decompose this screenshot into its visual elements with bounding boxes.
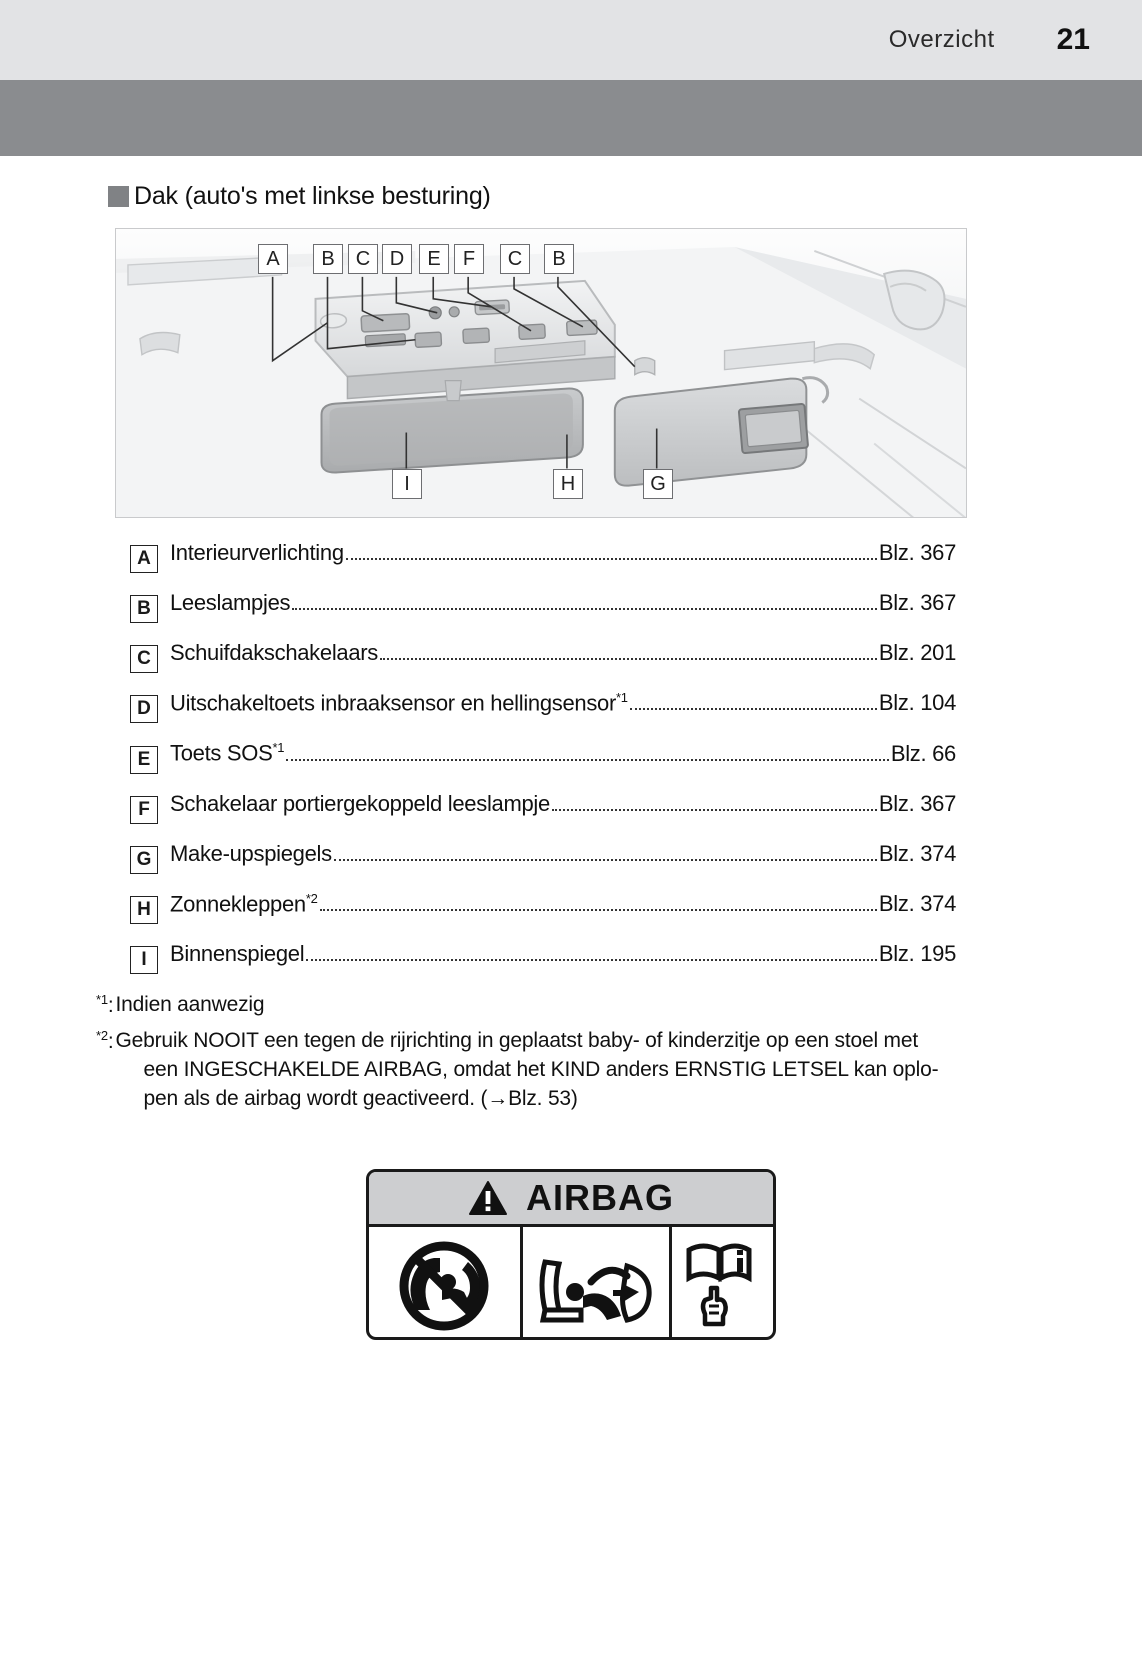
dot-leader <box>292 607 877 610</box>
item-page-h: Blz. 374 <box>878 890 956 916</box>
item-label-a: Interieurverlichting <box>170 540 344 565</box>
airbag-label-panels <box>369 1227 773 1337</box>
item-page-a: Blz. 367 <box>878 540 956 565</box>
item-letter-d: D <box>130 695 158 723</box>
footnote-marker-h: *2 <box>305 890 318 906</box>
list-item <box>130 690 956 719</box>
airbag-label-header <box>369 1172 773 1227</box>
dot-leader <box>306 958 877 961</box>
airbag-panel-deployment-hazard <box>523 1227 672 1337</box>
footnote-2 <box>96 1027 976 1114</box>
callout-g-bottom: G <box>643 469 673 499</box>
consult-manual-icon <box>681 1232 763 1332</box>
header-gray-band <box>0 80 1142 156</box>
dot-leader <box>286 758 889 761</box>
footnote-1-text: Indien aanwezig <box>115 992 265 1016</box>
dot-leader <box>630 707 877 710</box>
item-label-h: Zonnekleppen$^{*2}$ <box>170 890 318 916</box>
callout-f-top: F <box>454 244 484 274</box>
footnote-marker-e: *1 <box>272 740 285 756</box>
dot-leader <box>320 908 877 911</box>
item-page-d: Blz. 104 <box>878 690 956 716</box>
callout-a-top: A <box>258 244 288 274</box>
airbag-panel-consult-manual <box>672 1227 773 1337</box>
item-letter-i: I <box>130 946 158 974</box>
page-title: Overzicht <box>888 26 995 53</box>
airbag-label-heading: AIRBAG <box>526 1176 674 1218</box>
item-label-g: Make-upspiegels <box>170 840 332 866</box>
list-item <box>130 891 956 920</box>
callout-b2-top: B <box>544 244 574 274</box>
item-page-g: Blz. 374 <box>878 840 956 866</box>
item-label-d: Uitschakeltoets inbraaksensor en hellingsensor$^{*1}$ <box>170 690 628 716</box>
footnote-marker-d: *1 <box>616 690 628 705</box>
callout-b-top: B <box>313 244 343 274</box>
footnote-2-text: Gebruik NOOIT een tegen de rijrichting in geplaatst baby- of kinderzitje op een stoel met een INGESCHAKELDE AIRBAG, omdat het KIND anders ERNSTIG LETSEL kan oplo- pen als de airbag wordt geactiveerd. (→Blz. 53) <box>115 1028 939 1110</box>
item-letter-f: F <box>130 796 158 824</box>
warning-triangle-icon <box>468 1180 508 1216</box>
item-letter-a: A <box>130 545 158 573</box>
item-letter-b: B <box>130 595 158 623</box>
airbag-panel-no-child-seat <box>369 1227 523 1337</box>
section-title-text: Dak (auto's met linkse besturing) <box>134 182 491 210</box>
item-label-c: Schuifdakschakelaars <box>170 640 379 665</box>
no-rear-facing-child-seat-icon <box>382 1232 507 1332</box>
item-letter-h: H <box>130 896 158 924</box>
roof-console-drawing <box>116 229 966 518</box>
item-letter-g: G <box>130 846 158 874</box>
footnote-2-marker: $^{*2}$: <box>96 1027 114 1053</box>
item-label-f: Schakelaar portiergekoppeld leeslampje <box>170 790 550 816</box>
airbag-warning-label <box>366 1169 776 1340</box>
callout-h-bottom: H <box>553 469 583 499</box>
page-number: 21 <box>1056 23 1090 56</box>
item-letter-e: E <box>130 746 158 774</box>
section-heading <box>108 182 1142 211</box>
list-item <box>130 540 956 569</box>
list-item <box>130 590 956 619</box>
page-header <box>0 0 1142 80</box>
callout-e-top: E <box>419 244 449 274</box>
component-list <box>130 540 956 970</box>
airbag-deployment-hazard-icon <box>535 1232 657 1332</box>
list-item <box>130 791 956 820</box>
item-page-e: Blz. 66 <box>890 740 956 766</box>
item-page-f: Blz. 367 <box>878 790 956 816</box>
dot-leader <box>334 858 877 861</box>
list-item <box>130 640 956 669</box>
footnote-1-marker: $^{*1}$: <box>96 991 114 1017</box>
list-item <box>130 941 956 970</box>
dot-leader <box>346 557 877 560</box>
callout-c-top: C <box>348 244 378 274</box>
list-item <box>130 740 956 769</box>
dot-leader <box>552 808 877 811</box>
callout-i-bottom: I <box>392 469 422 499</box>
roof-console-illustration <box>115 228 967 518</box>
footnotes <box>96 991 976 1114</box>
item-page-c: Blz. 201 <box>878 640 956 665</box>
square-bullet-icon <box>108 186 129 207</box>
footnote-1 <box>96 991 976 1021</box>
item-page-b: Blz. 367 <box>878 590 956 615</box>
item-page-i: Blz. 195 <box>878 940 956 966</box>
airbag-warning-label-wrapper <box>366 1169 776 1340</box>
item-label-i: Binnenspiegel <box>170 940 305 966</box>
callout-c2-top: C <box>500 244 530 274</box>
item-letter-c: C <box>130 645 158 673</box>
item-label-b: Leeslampjes <box>170 590 291 615</box>
dot-leader <box>380 657 877 660</box>
callout-d-top: D <box>382 244 412 274</box>
item-label-e: Toets SOS$^{*1}$ <box>170 740 285 766</box>
list-item <box>130 841 956 870</box>
